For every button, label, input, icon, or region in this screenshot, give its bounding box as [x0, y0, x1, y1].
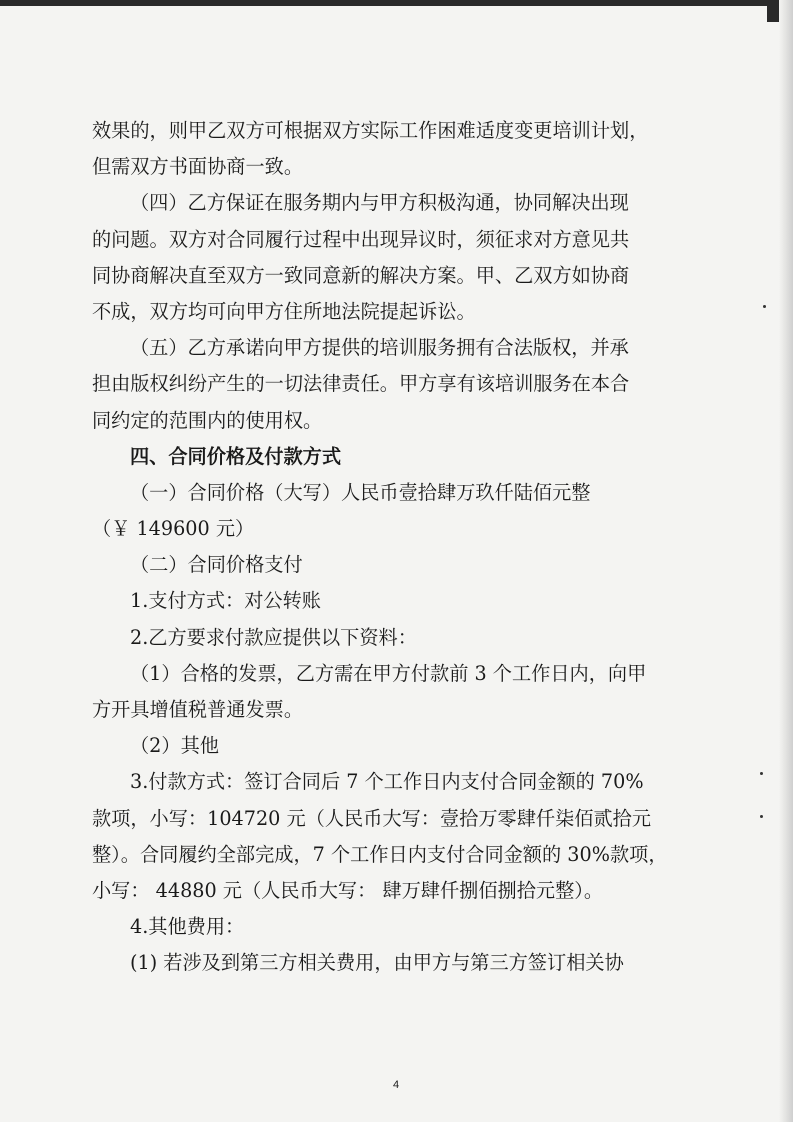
text-line: 方开具增值税普通发票。	[92, 698, 304, 721]
page-number: 4	[393, 1079, 400, 1091]
text-line: 3.付款方式：签订合同后 7 个工作日内支付合同金额的 70%	[130, 770, 644, 794]
document-body	[92, 113, 704, 982]
text-line: 小写： 44880 元（人民币大写： 肆万肆仟捌佰捌拾元整）。	[92, 878, 604, 902]
text-line: 4.其他费用：	[130, 915, 245, 939]
text-line: 但需双方书面协商一致。	[92, 155, 304, 179]
text-line: (1) 若涉及到第三方相关费用，由甲方与第三方签订相关协	[130, 951, 624, 975]
text-line: 同协商解决直至双方一致同意新的解决方案。甲、乙双方如协商	[92, 263, 630, 287]
text-line: （2）其他	[130, 734, 219, 758]
text-line: （1）合格的发票，乙方需在甲方付款前 3 个工作日内，向甲	[130, 661, 647, 685]
text-line: 效果的，则甲乙双方可根据双方实际工作困难适度变更培训计划，	[92, 119, 649, 142]
scan-speck	[763, 305, 766, 308]
scan-speck	[760, 815, 763, 818]
text-line: （￥ 149600 元）	[92, 517, 255, 541]
scan-speck	[760, 772, 763, 775]
text-line: 的问题。双方对合同履行过程中出现异议时，须征求对方意见共	[92, 227, 630, 251]
text-line: 款项，小写：104720 元（人民币大写：壹拾万零肆仟柒佰贰拾元	[92, 806, 652, 830]
text-line: 1.支付方式：对公转账	[130, 589, 321, 613]
text-line: （五）乙方承诺向甲方提供的培训服务拥有合法版权，并承	[130, 336, 629, 360]
text-line: （一）合同价格（大写）人民币壹拾肆万玖仟陆佰元整	[130, 480, 591, 504]
scan-right-edge	[779, 0, 793, 1122]
scan-corner-mark	[767, 0, 779, 22]
scan-top-edge	[0, 0, 793, 6]
text-line: 2.乙方要求付款应提供以下资料：	[130, 625, 417, 649]
text-line: 担由版权纠纷产生的一切法律责任。甲方享有该培训服务在本合	[92, 372, 630, 396]
section-heading: 四、合同价格及付款方式	[130, 444, 342, 468]
text-line: 整）。合同履约全部完成，7 个工作日内支付合同金额的 30%款项，	[92, 842, 668, 866]
text-line: （二）合同价格支付	[130, 553, 303, 577]
text-line: （四）乙方保证在服务期内与甲方积极沟通，协同解决出现	[130, 191, 629, 215]
text-line: 不成，双方均可向甲方住所地法院提起诉讼。	[92, 299, 476, 323]
text-line: 同约定的范围内的使用权。	[92, 408, 323, 432]
